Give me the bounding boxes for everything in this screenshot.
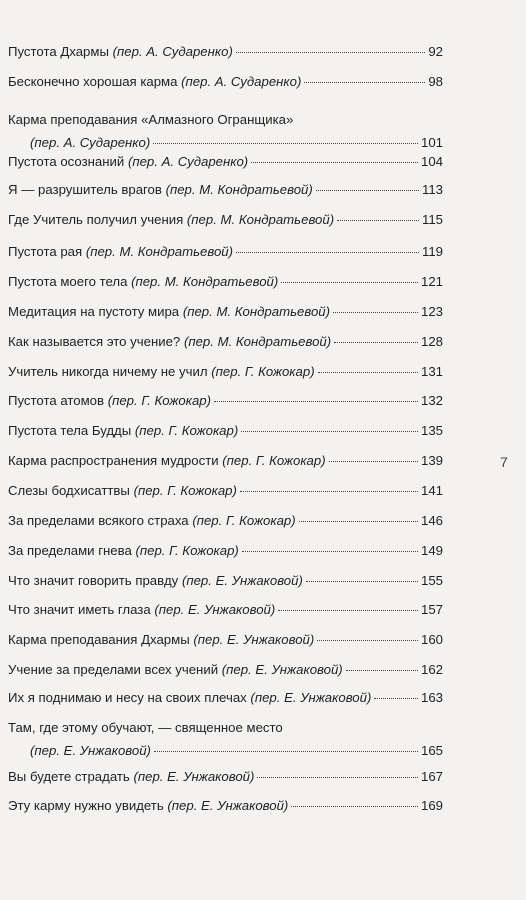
- leader-dots: [281, 282, 418, 283]
- entry-title: Пустота осознаний: [8, 154, 128, 169]
- toc-entry[interactable]: [8, 628, 443, 651]
- leader-dots: [241, 431, 418, 432]
- leader-dots: [214, 401, 418, 402]
- leader-dots: [236, 252, 419, 253]
- entry-title: Пустота Дхармы: [8, 44, 113, 59]
- entry-title: Слезы бодхисаттвы: [8, 483, 134, 498]
- toc-entry[interactable]: [8, 208, 443, 231]
- entry-translator: (пер. Г. Кожокар): [134, 423, 239, 438]
- toc-entry[interactable]: [8, 240, 443, 263]
- leader-dots: [242, 551, 418, 552]
- entry-page: 98: [428, 74, 443, 89]
- entry-translator: (пер. Г. Кожокар): [133, 483, 237, 498]
- toc-entry[interactable]: [8, 270, 443, 293]
- entry-translator: (пер. Е. Унжаковой): [154, 602, 276, 617]
- entry-title: Их я поднимаю и несу на своих плечах: [8, 690, 251, 705]
- toc-entry[interactable]: [8, 178, 443, 201]
- leader-dots: [318, 372, 418, 373]
- entry-title: Бесконечно хорошая карма: [8, 74, 182, 89]
- entry-title: За пределами всякого страха: [8, 513, 193, 528]
- toc-entry[interactable]: [8, 300, 443, 323]
- entry-translator: (пер. М. Кондратьевой): [183, 334, 332, 349]
- entry-title: За пределами гнева: [8, 543, 136, 558]
- entry-page: 139: [420, 453, 443, 468]
- leader-dots: [153, 143, 418, 144]
- entry-title: Пустота рая: [8, 244, 86, 259]
- leader-dots: [306, 581, 418, 582]
- entry-title: Медитация на пустоту мира: [8, 304, 183, 319]
- toc-entry[interactable]: [8, 509, 443, 532]
- leader-dots: [257, 777, 418, 778]
- entry-title: Что значит говорить правду: [8, 573, 182, 588]
- entry-translator: (пер. Г. Кожокар): [135, 543, 239, 558]
- entry-translator: (пер. Г. Кожокар): [211, 364, 315, 379]
- leader-dots: [334, 342, 418, 343]
- entry-title: Карма распространения мудрости: [8, 453, 223, 468]
- entry-page: 163: [420, 690, 443, 705]
- entry-page: 92: [428, 44, 443, 59]
- entry-title: Как называется это учение?: [8, 334, 184, 349]
- leader-dots: [236, 52, 425, 53]
- entry-translator: (пер. Е. Унжаковой): [30, 743, 151, 758]
- toc-entry[interactable]: [8, 794, 443, 817]
- toc-entry[interactable]: [8, 539, 443, 562]
- entry-page: 121: [420, 274, 443, 289]
- entry-title: Что значит иметь глаза: [8, 602, 155, 617]
- leader-dots: [251, 162, 418, 163]
- entry-translator: (пер. А. Сударенко): [127, 154, 249, 169]
- toc-entry[interactable]: [8, 716, 443, 762]
- entry-page: 135: [420, 423, 443, 438]
- entry-page: 157: [420, 602, 443, 617]
- entry-page: 162: [420, 662, 443, 677]
- toc-entry[interactable]: [8, 419, 443, 442]
- leader-dots: [291, 806, 418, 807]
- toc-entry[interactable]: [8, 70, 443, 93]
- toc-entry[interactable]: [8, 40, 443, 63]
- entry-translator: (пер. А. Сударенко): [181, 74, 302, 89]
- entry-translator: (пер. Е. Унжаковой): [133, 769, 255, 784]
- entry-page: 155: [420, 573, 443, 588]
- toc-entry[interactable]: [8, 598, 443, 621]
- entry-translator: (пер. Г. Кожокар): [222, 453, 326, 468]
- toc-entry[interactable]: [8, 108, 443, 154]
- entry-translator: (пер. А. Сударенко): [30, 135, 151, 150]
- leader-dots: [316, 190, 419, 191]
- entry-page: 141: [420, 483, 443, 498]
- toc-entry[interactable]: [8, 479, 443, 502]
- entry-title: Где Учитель получил учения: [8, 212, 187, 227]
- toc-entry[interactable]: [8, 658, 443, 681]
- entry-title: Вы будете страдать: [8, 769, 134, 784]
- entry-title: Пустота атомов: [8, 393, 108, 408]
- entry-translator: (пер. Г. Кожокар): [107, 393, 212, 408]
- entry-page: 160: [420, 632, 443, 647]
- entry-title: Учение за пределами всех учений: [8, 662, 222, 677]
- entry-translator: (пер. М. Кондратьевой): [131, 274, 279, 289]
- entry-translator: (пер. М. Кондратьевой): [182, 304, 330, 319]
- entry-page: 128: [420, 334, 443, 349]
- entry-title: Эту карму нужно увидеть: [8, 798, 168, 813]
- leader-dots: [329, 461, 418, 462]
- entry-translator: (пер. А. Сударенко): [112, 44, 233, 59]
- entry-translator: (пер. Е. Унжаковой): [181, 573, 303, 588]
- entry-translator: (пер. Г. Кожокар): [192, 513, 296, 528]
- entry-page: 104: [420, 154, 443, 169]
- toc-entry[interactable]: [8, 765, 443, 788]
- toc-entry[interactable]: [8, 686, 443, 709]
- entry-translator: (пер. Е. Унжаковой): [193, 632, 315, 647]
- entry-title: Карма преподавания Дхармы: [8, 632, 194, 647]
- entry-title: Карма преподавания «Алмазного Огранщика»: [8, 112, 294, 127]
- toc-entry[interactable]: [8, 330, 443, 353]
- toc-entry[interactable]: [8, 150, 443, 173]
- entry-page: 131: [420, 364, 443, 379]
- leader-dots: [346, 670, 418, 671]
- entry-translator: (пер. Е. Унжаковой): [167, 798, 289, 813]
- entry-title: Учитель никогда ничему не учил: [8, 364, 212, 379]
- leader-dots: [374, 698, 418, 699]
- entry-page: 119: [421, 244, 443, 259]
- leader-dots: [333, 312, 418, 313]
- leader-dots: [154, 751, 418, 752]
- entry-page: 165: [420, 743, 443, 758]
- entry-translator: (пер. М. Кондратьевой): [85, 244, 234, 259]
- entry-title: Пустота моего тела: [8, 274, 132, 289]
- entry-page: 149: [420, 543, 443, 558]
- entry-translator: (пер. М. Кондратьевой): [186, 212, 335, 227]
- entry-page: 113: [421, 182, 443, 197]
- toc-entry[interactable]: [8, 569, 443, 592]
- toc-entry[interactable]: [8, 389, 443, 412]
- entry-translator: (пер. М. Кондратьевой): [165, 182, 313, 197]
- leader-dots: [299, 521, 418, 522]
- toc-entry[interactable]: [8, 360, 443, 383]
- leader-dots: [278, 610, 418, 611]
- leader-dots: [240, 491, 418, 492]
- leader-dots: [317, 640, 418, 641]
- entry-page: 115: [421, 212, 443, 227]
- entry-translator: (пер. Е. Унжаковой): [221, 662, 343, 677]
- entry-page: 146: [420, 513, 443, 528]
- entry-title: Пустота тела Будды: [8, 423, 135, 438]
- entry-page: 123: [420, 304, 443, 319]
- leader-dots: [337, 220, 419, 221]
- leader-dots: [304, 82, 425, 83]
- entry-page: 101: [420, 135, 443, 150]
- toc-entry[interactable]: [8, 449, 443, 472]
- entry-translator: (пер. Е. Унжаковой): [250, 690, 372, 705]
- entry-page: 132: [420, 393, 443, 408]
- entry-page: 169: [420, 798, 443, 813]
- page-number: 7: [500, 454, 508, 470]
- entry-title: Там, где этому обучают, — священное место: [8, 720, 283, 735]
- entry-title: Я — разрушитель врагов: [8, 182, 166, 197]
- entry-page: 167: [420, 769, 443, 784]
